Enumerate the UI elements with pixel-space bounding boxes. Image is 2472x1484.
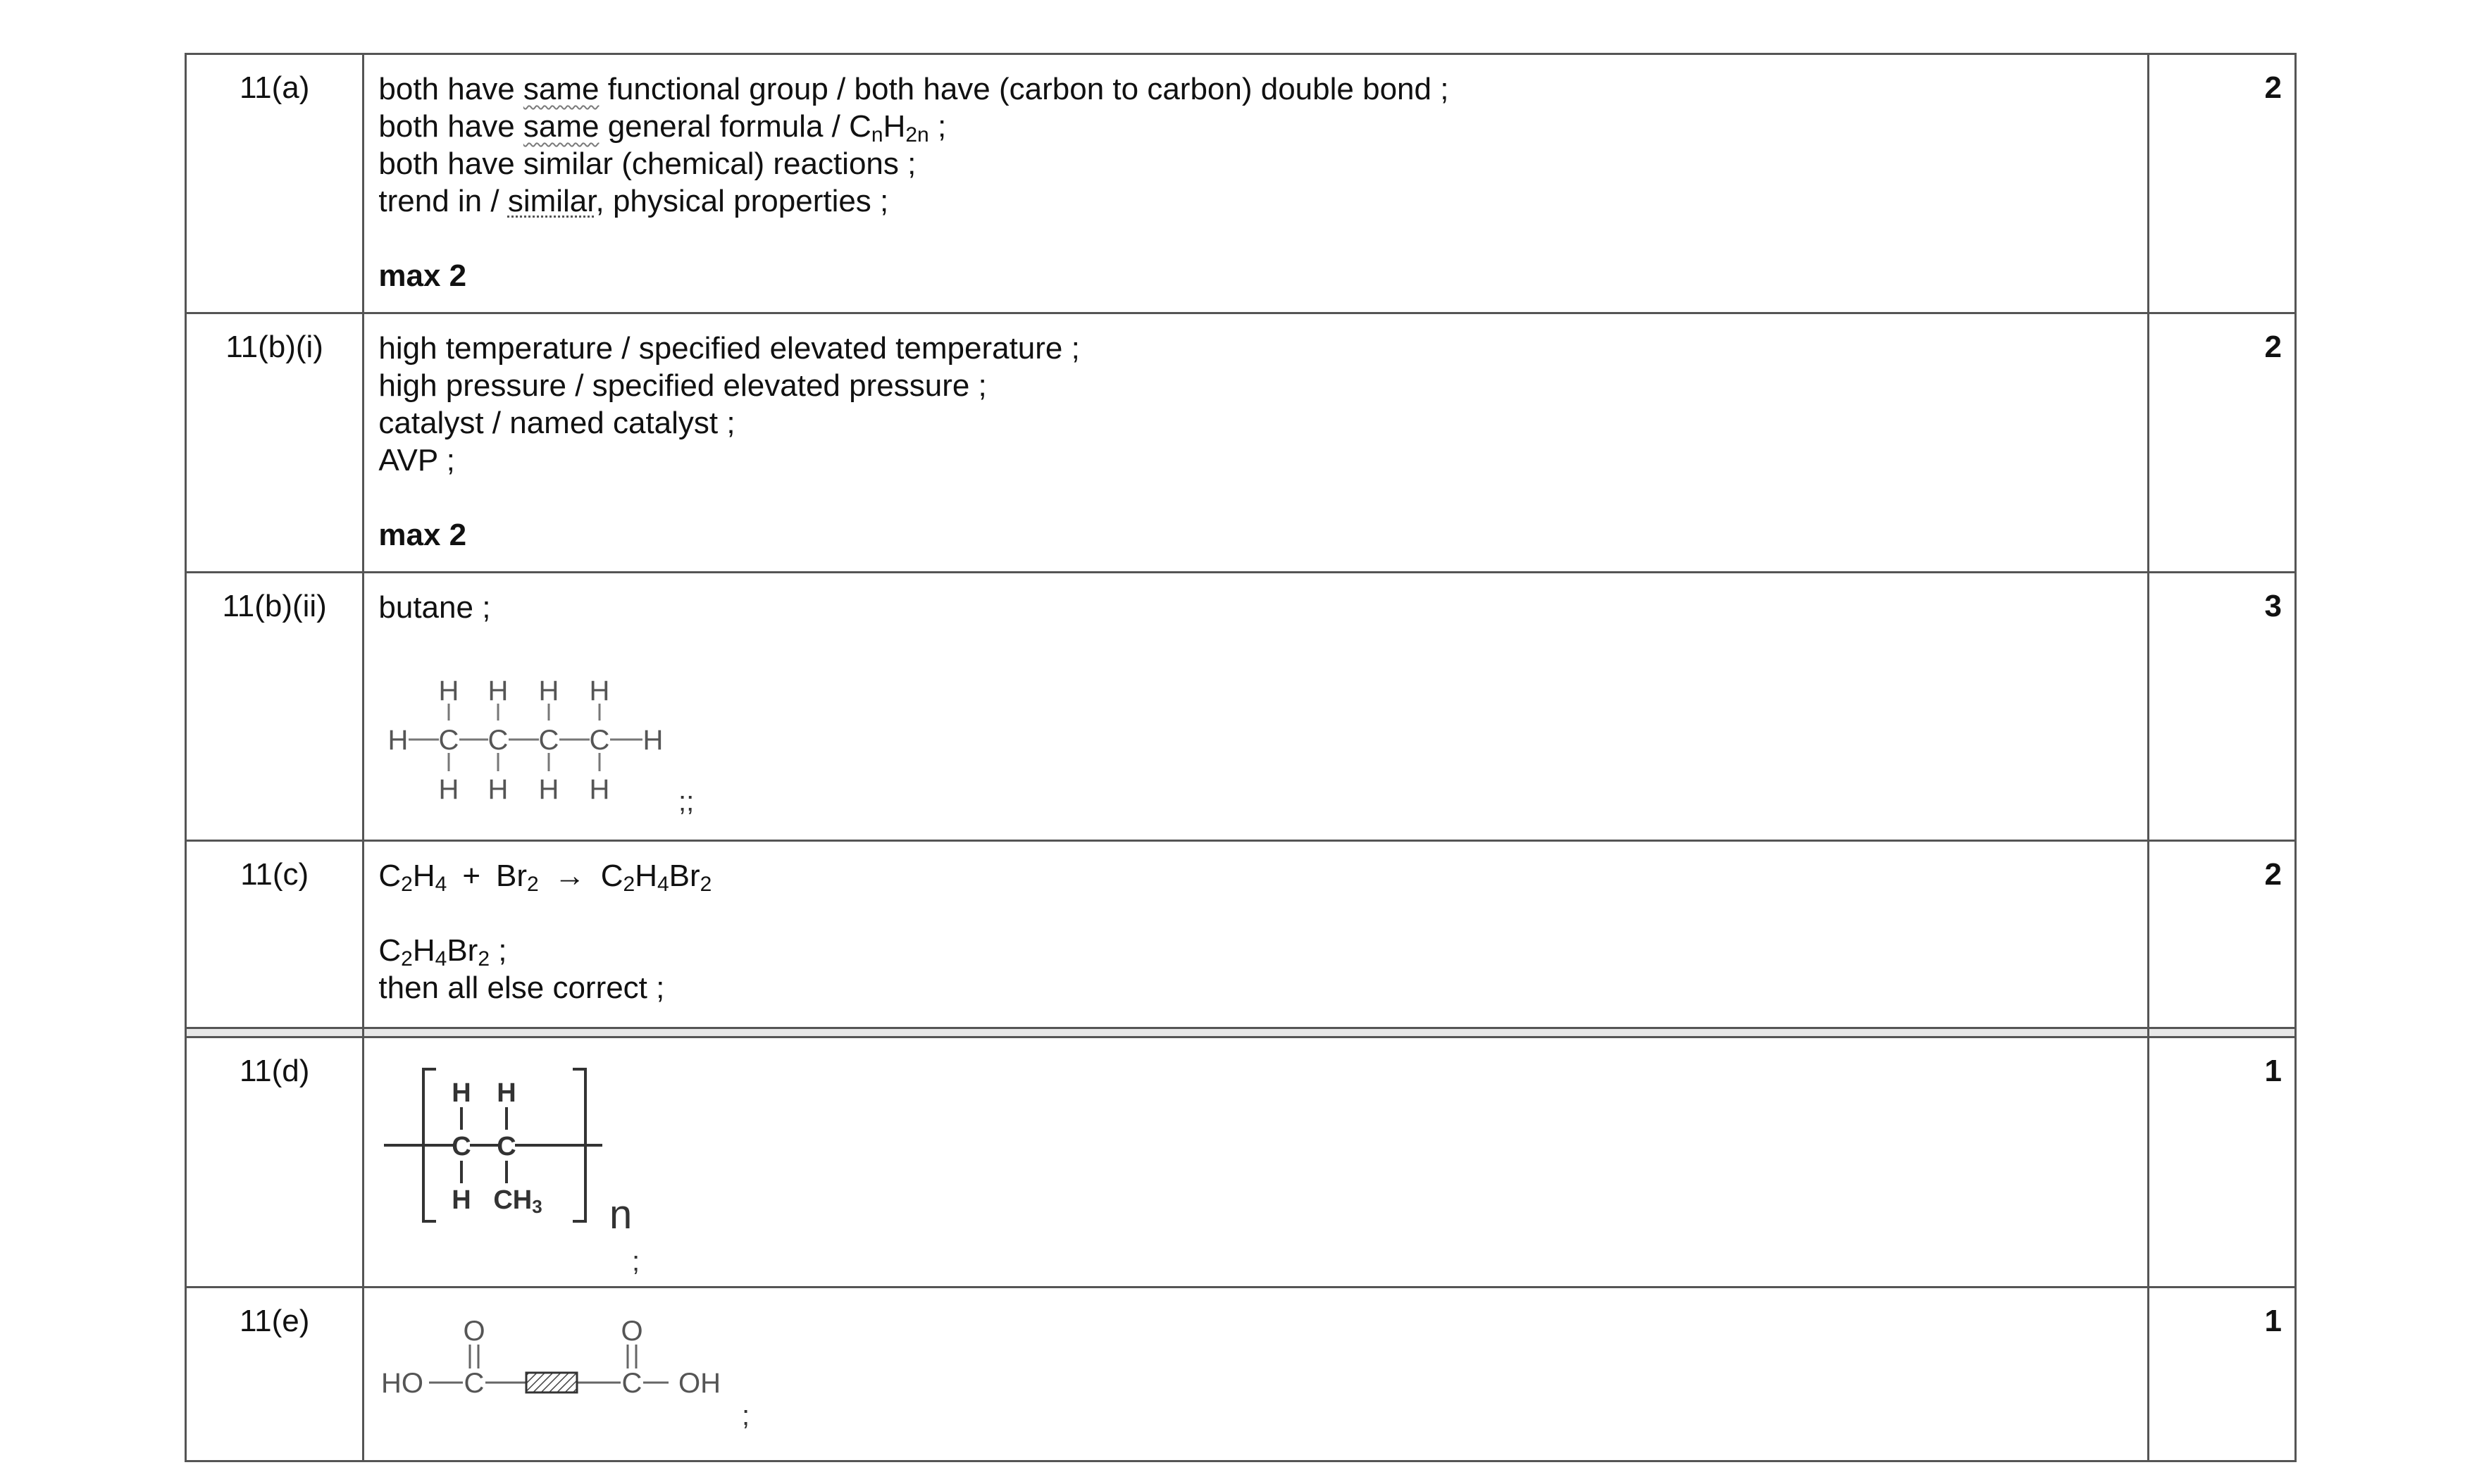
answer-line: both have same functional group / both have (carbon to carbon) double bond ; xyxy=(378,72,1449,106)
answer-line: $C_2H_4Br_2$ ; xyxy=(378,933,507,971)
question-number: 11(a) xyxy=(186,54,364,313)
atom-h: H xyxy=(387,725,409,756)
atom-h: H xyxy=(438,675,459,706)
marks-value: 3 xyxy=(2148,573,2295,841)
hydroxyl-group: HO xyxy=(381,1368,424,1399)
atom-h: H xyxy=(452,1185,472,1215)
atom-c: C xyxy=(438,725,459,756)
mark-scheme-table xyxy=(185,53,2297,1462)
marks-value: 1 xyxy=(2148,1037,2295,1287)
atom-h: H xyxy=(438,774,459,805)
answer-line: catalyst / named catalyst ; xyxy=(378,406,735,440)
atom-h: H xyxy=(497,1078,517,1108)
atom-c: C xyxy=(452,1132,472,1161)
methyl-group: CH3 xyxy=(493,1185,543,1217)
answer-line: butane ; xyxy=(378,590,491,625)
structure-suffix: ; xyxy=(632,1246,640,1277)
max-marks: max 2 xyxy=(378,258,467,293)
marks-value: 2 xyxy=(2148,841,2295,1028)
marks-value: 2 xyxy=(2148,313,2295,573)
polypropene-structure-diagram xyxy=(377,1059,715,1278)
table-row xyxy=(186,1287,2296,1461)
atom-h: H xyxy=(589,774,610,805)
atom-h: H xyxy=(538,675,559,706)
table-row xyxy=(186,313,2296,573)
answer-cell xyxy=(364,1287,2148,1461)
dicarboxylic-acid-diagram xyxy=(377,1301,771,1442)
table-row xyxy=(186,1037,2296,1287)
atom-h: H xyxy=(589,675,610,706)
hydroxyl-group: OH xyxy=(678,1368,721,1399)
answer-line: trend in / similar, physical properties ; xyxy=(378,184,889,218)
answer-cell xyxy=(364,313,2148,573)
max-marks: max 2 xyxy=(378,518,467,552)
answer-cell xyxy=(364,54,2148,313)
question-number: 11(d) xyxy=(186,1037,364,1287)
structure-suffix: ; xyxy=(742,1400,750,1431)
answer-line: then all else correct ; xyxy=(378,971,665,1005)
question-number: 11(e) xyxy=(186,1287,364,1461)
atom-c: C xyxy=(464,1368,485,1399)
table-row xyxy=(186,573,2296,841)
marks-value: 1 xyxy=(2148,1287,2295,1461)
atom-h: H xyxy=(538,774,559,805)
structure-suffix: ;; xyxy=(678,786,695,817)
answer-line: high temperature / specified elevated temperature ; xyxy=(378,331,1080,366)
answer-line: both have same general formula / $C_nH_{2n}$ ; xyxy=(378,109,947,146)
repeat-unit-n: n xyxy=(609,1192,633,1237)
chemical-equation: $C_2H_4 + Br_2 \to C_2H_4Br_2$ xyxy=(378,859,712,896)
table-row xyxy=(186,54,2296,313)
question-number: 11(b)(ii) xyxy=(186,573,364,841)
atom-h: H xyxy=(487,774,509,805)
butane-structure-diagram xyxy=(377,635,771,818)
atom-c: C xyxy=(621,1368,642,1399)
atom-o: O xyxy=(463,1316,485,1347)
marks-value: 2 xyxy=(2148,54,2295,313)
atom-h: H xyxy=(452,1078,472,1108)
answer-line: AVP ; xyxy=(378,443,455,478)
atom-o: O xyxy=(621,1316,643,1347)
answer-cell xyxy=(364,1037,2148,1287)
answer-line: high pressure / specified elevated pressure ; xyxy=(378,368,987,403)
table-row xyxy=(186,841,2296,1028)
atom-c: C xyxy=(589,725,610,756)
answer-cell xyxy=(364,841,2148,1028)
question-number: 11(b)(i) xyxy=(186,313,364,573)
atom-c: C xyxy=(487,725,509,756)
hydrocarbon-block xyxy=(526,1373,577,1392)
row-separator xyxy=(186,1028,2296,1037)
answer-line: both have similar (chemical) reactions ; xyxy=(378,146,917,181)
atom-h: H xyxy=(642,725,664,756)
atom-c: C xyxy=(497,1132,517,1161)
atom-c: C xyxy=(538,725,559,756)
atom-h: H xyxy=(487,675,509,706)
answer-cell xyxy=(364,573,2148,841)
question-number: 11(c) xyxy=(186,841,364,1028)
